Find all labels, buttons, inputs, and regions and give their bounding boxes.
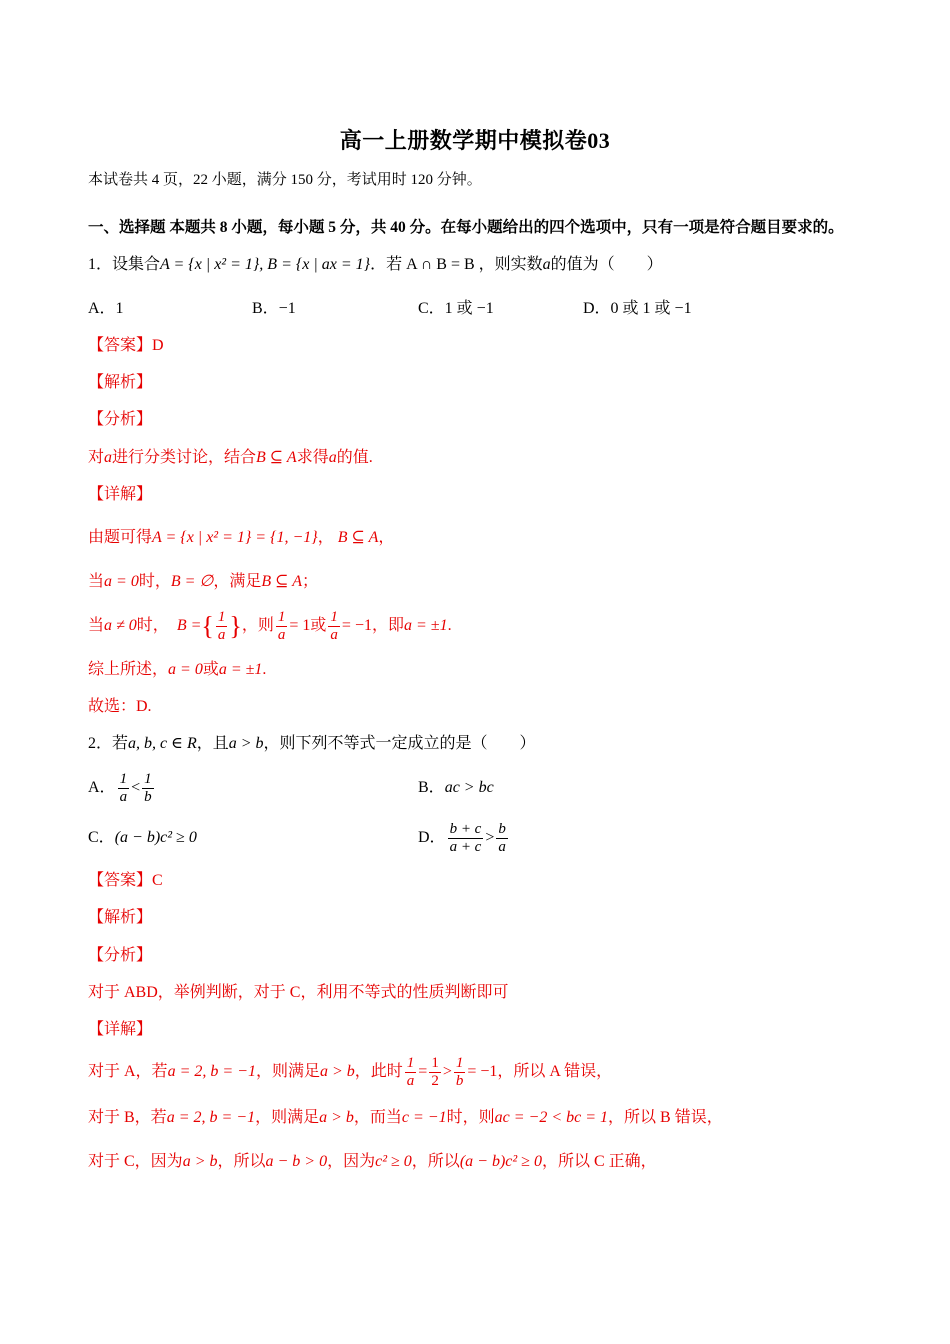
q2-stem-num: 2．若 xyxy=(88,735,129,752)
q2-db-5: ，所以 B 错误， xyxy=(608,1109,723,1126)
q2-db-3: ，而当 xyxy=(353,1109,402,1126)
q1-option-a: A．1 xyxy=(88,300,124,317)
q2-da-gt: > xyxy=(442,1063,452,1080)
right-brace-icon: } xyxy=(229,611,242,641)
q1-set-b: , B = {x | ax = 1} xyxy=(259,256,371,273)
q1-d1-text: 由题可得 xyxy=(88,529,153,546)
q1-fenxi-var: a xyxy=(104,449,113,466)
q1-d3-b: B = xyxy=(176,617,202,634)
q1-d3-mid: 时， xyxy=(136,617,169,634)
q1-stem-end: 的值为（ ） xyxy=(550,256,663,273)
q1-d3-eq1: = 1 xyxy=(289,617,311,634)
q2-stem-math: a, b, c ∈ R xyxy=(128,735,197,752)
q1-fenxi-t1: 对 xyxy=(88,449,105,466)
q2-dc-m1: a > b xyxy=(182,1153,218,1170)
q2-analysis-label: 【解析】 xyxy=(88,909,153,926)
q1-d4-math2: a = ±1 xyxy=(218,661,263,678)
frac-den: b xyxy=(144,788,152,805)
q1-option-d: D．0 或 1 或 −1 xyxy=(583,300,692,317)
frac-den: a xyxy=(119,788,128,805)
q2-opt-d-label: D． xyxy=(418,829,446,846)
q1-d2-mid: 时， xyxy=(138,573,171,590)
q1-fenxi-text xyxy=(88,446,373,470)
q2-da-eq: = xyxy=(418,1063,428,1080)
q1-d4-end: . xyxy=(262,661,267,678)
q2-detail-label: 【详解】 xyxy=(88,1021,153,1038)
q2-dc-m2: a − b > 0 xyxy=(265,1153,328,1170)
q2-opt-d-gt: > xyxy=(485,829,495,846)
q2-db-1: 对于 B，若 xyxy=(88,1109,167,1126)
frac-num: 1 xyxy=(455,1054,464,1071)
q1-detail-line1 xyxy=(88,526,394,550)
q2-stem xyxy=(88,732,536,756)
q2-opt-a-lt: < xyxy=(131,779,141,796)
frac-num: 1 xyxy=(406,1054,415,1071)
q2-opt-a-frac2 xyxy=(142,771,154,806)
q2-opt-a-label: A． xyxy=(88,779,116,796)
section-heading: 一、选择题 本题共 8 小题，每小题 5 分，共 40 分。在每小题给出的四个选项中，只有一项是符合题目要求的。 xyxy=(88,219,844,236)
q2-option-b xyxy=(418,776,494,800)
frac-num: b + c xyxy=(449,820,482,837)
q1-option-c: C．1 或 −1 xyxy=(418,300,494,317)
q2-detail-c xyxy=(88,1150,657,1174)
q2-db-m1: a = 2, b = −1 xyxy=(166,1109,256,1126)
q1-option-b: B．−1 xyxy=(252,300,296,317)
q2-fenxi-label: 【分析】 xyxy=(88,947,153,964)
frac-den: a xyxy=(330,626,338,643)
q1-set-a: A = {x | x² = 1} xyxy=(160,256,260,273)
q2-da-frac2 xyxy=(429,1055,441,1090)
q1-d2-text: 当 xyxy=(88,573,105,590)
q1-d2-math3: B ⊆ A xyxy=(261,573,303,590)
q1-stem-num: 1．设集合 xyxy=(88,256,161,273)
q2-da-1: 对于 A，若 xyxy=(88,1063,168,1080)
frac-den: 2 xyxy=(431,1072,439,1089)
q2-db-m2: a > b xyxy=(319,1109,354,1126)
q2-opt-c-math: (a − b)c² ≥ 0 xyxy=(114,829,197,846)
q1-d2-math: a = 0 xyxy=(104,573,139,590)
q1-d1-rest: ， xyxy=(317,529,334,546)
q2-da-3: ，此时 xyxy=(354,1063,403,1080)
q2-opt-c-label: C． xyxy=(88,829,115,846)
page-title: 高一上册数学期中模拟卷03 xyxy=(339,128,611,153)
q2-da-m2: a > b xyxy=(319,1063,355,1080)
q1-detail-line3 xyxy=(88,604,452,648)
q1-d3-frac3 xyxy=(328,609,340,644)
q2-opt-b-math: ac > bc xyxy=(444,779,494,796)
q1-stem xyxy=(88,253,663,277)
q2-dc-m3: c² ≥ 0 xyxy=(375,1153,412,1170)
q1-fenxi-t3: 求得 xyxy=(296,449,329,466)
q1-fenxi-t4: 的值. xyxy=(336,449,373,466)
q2-da-frac1 xyxy=(405,1055,417,1090)
frac-num: b xyxy=(498,820,506,837)
q1-d3-frac xyxy=(216,609,228,644)
q1-d3-end: . xyxy=(447,617,452,634)
q2-detail-b xyxy=(88,1106,723,1130)
q1-detail-label: 【详解】 xyxy=(88,486,153,503)
q1-detail-line2 xyxy=(88,570,318,594)
q1-d3-text: 当 xyxy=(88,617,105,634)
q1-d2-end: ； xyxy=(302,573,319,590)
q2-da-m1: a = 2, b = −1 xyxy=(167,1063,256,1080)
q2-dc-2: ，所以 xyxy=(217,1153,266,1170)
frac-num: 1 xyxy=(277,608,286,625)
frac-num: 1 xyxy=(217,608,226,625)
frac-num: 1 xyxy=(330,608,338,625)
q2-opt-a-frac1 xyxy=(118,771,130,806)
q2-dc-4: ，所以 xyxy=(411,1153,460,1170)
q2-answer: 【答案】C xyxy=(88,872,163,889)
q2-option-d xyxy=(418,816,510,860)
q1-var: a xyxy=(542,256,551,273)
q1-answer: 【答案】D xyxy=(88,337,164,354)
q2-opt-d-frac2 xyxy=(496,821,508,856)
q2-stem-math2: a > b xyxy=(228,735,264,752)
q1-d1-math: A = {x | x² = 1} = {1, −1} xyxy=(152,529,318,546)
q1-d4-text: 综上所述， xyxy=(88,661,169,678)
frac-den: a xyxy=(406,1072,415,1089)
q1-fenxi-math: B ⊆ A xyxy=(256,449,297,466)
q2-option-c xyxy=(88,826,197,850)
q1-d3-math: a ≠ 0 xyxy=(104,617,137,634)
q1-detail-line4 xyxy=(88,658,266,682)
q1-d1-end: ， xyxy=(378,529,395,546)
q2-fenxi-text: 对于 ABD，举例判断，对于 C，利用不等式的性质判断即可 xyxy=(88,984,509,1001)
q2-dc-3: ，因为 xyxy=(327,1153,376,1170)
q2-da-eq2: = −1 xyxy=(467,1063,498,1080)
frac-den: a xyxy=(277,626,286,643)
q2-db-m3: c = −1 xyxy=(401,1109,447,1126)
q2-db-m4: ac = −2 < bc = 1 xyxy=(494,1109,609,1126)
q2-opt-d-frac1 xyxy=(448,821,484,856)
q1-d4-or: 或 xyxy=(202,661,219,678)
q1-d1-math2: B ⊆ A xyxy=(337,529,379,546)
q1-fenxi-label: 【分析】 xyxy=(88,411,153,428)
q1-conclusion: 故选：D. xyxy=(88,698,152,715)
q1-d3-then: ，则 xyxy=(241,617,274,634)
q1-d4-math: a = 0 xyxy=(168,661,203,678)
q2-stem-mid: ，且 xyxy=(196,735,229,752)
frac-den: a + c xyxy=(449,838,482,855)
frac-den: b xyxy=(455,1072,464,1089)
q2-opt-b-label: B． xyxy=(418,779,445,796)
frac-num: 1 xyxy=(144,770,152,787)
q2-db-2: ，则满足 xyxy=(255,1109,320,1126)
frac-den: a xyxy=(498,838,506,855)
q1-d2-mid2: ，满足 xyxy=(213,573,262,590)
q2-db-4: 时，则 xyxy=(446,1109,495,1126)
left-brace-icon: { xyxy=(201,611,214,641)
q2-da-2: ，则满足 xyxy=(255,1063,320,1080)
exam-intro: 本试卷共 4 页，22 小题，满分 150 分，考试用时 120 分钟。 xyxy=(88,172,482,188)
q2-da-4: ，所以 A 错误， xyxy=(497,1063,613,1080)
q1-analysis-label: 【解析】 xyxy=(88,374,153,391)
q1-fenxi-t2: 进行分类讨论，结合 xyxy=(112,449,257,466)
q2-dc-m4: (a − b)c² ≥ 0 xyxy=(459,1153,542,1170)
frac-num: 1 xyxy=(119,770,128,787)
q1-d3-eq2: = −1 xyxy=(341,617,372,634)
q1-condition: ．若 A ∩ B = B ，则实数 xyxy=(370,256,543,273)
q1-d3-ie: ，即 xyxy=(371,617,404,634)
q1-fenxi-var2: a xyxy=(328,449,337,466)
q2-dc-5: ，所以 C 正确， xyxy=(541,1153,657,1170)
frac-num: 1 xyxy=(431,1054,439,1071)
q1-d3-res: a = ±1 xyxy=(403,617,448,634)
q1-d3-or: 或 xyxy=(310,617,327,634)
q2-option-a xyxy=(88,766,156,810)
frac-den: a xyxy=(217,626,226,643)
q1-d3-frac2 xyxy=(276,609,288,644)
q1-d2-math2: B = ∅ xyxy=(170,573,214,590)
q2-stem-end: ，则下列不等式一定成立的是（ ） xyxy=(263,735,536,752)
q2-dc-1: 对于 C，因为 xyxy=(88,1153,183,1170)
q2-detail-a xyxy=(88,1050,612,1094)
q2-da-frac3 xyxy=(454,1055,466,1090)
